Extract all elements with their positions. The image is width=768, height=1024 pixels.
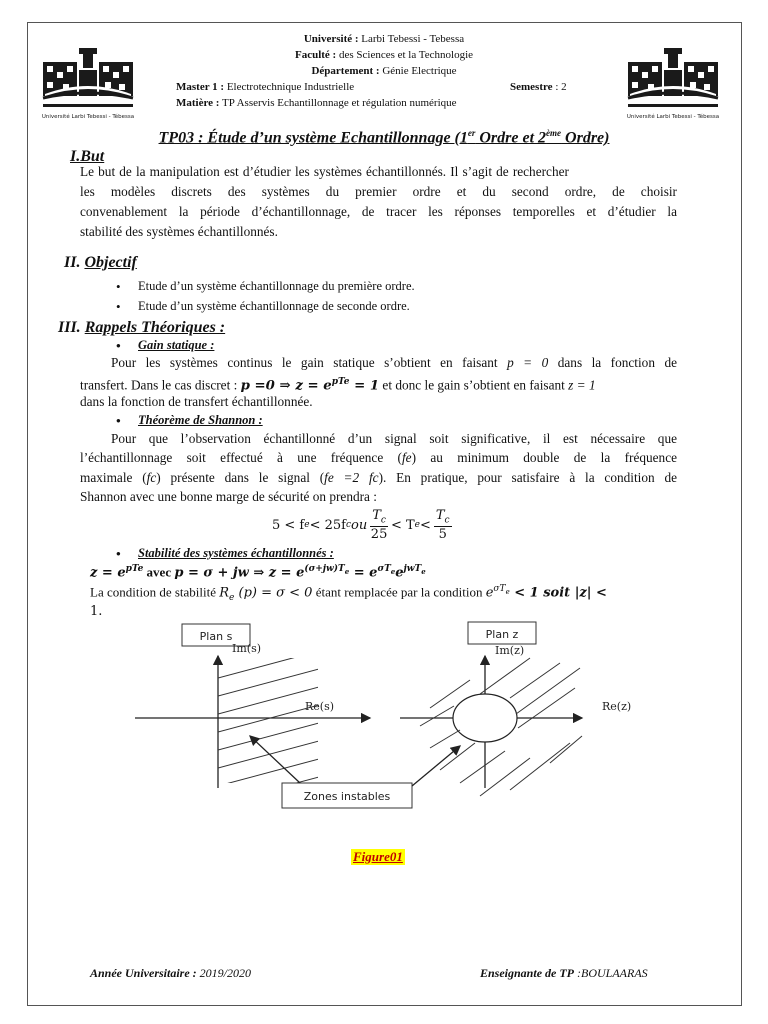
stabilite-condition-end: 1. [90,604,103,619]
figure-label: Figure01 [353,849,403,864]
re-s-label: Re(s) [305,700,335,713]
shannon-line-1: Pour que l’observation échantillonné d’un signal soit significative, il est nécessaire que [111,431,677,446]
section-but-heading: I.But [70,148,105,165]
zones-instables-label: Zones instables [303,790,391,803]
header-master: Master 1 : Electrotechnique Industrielle [176,81,355,93]
figure-stability-planes [130,618,670,823]
shannon-line-3: maximale (fc) présente dans le signal (fe =2 fc). En pratique, pour satisfaire à la condition de [80,470,677,485]
footer-enseignante: Enseignante de TP :BOULAARAS [480,966,648,980]
fraction-tc-5: $T_c$ 5 [435,508,450,542]
objectif-bullet-1: • Etude d’un système échantillonnage du première ordre. [138,279,415,294]
header-departement: Département : Génie Electrique [311,65,457,77]
unit-circle [453,694,517,742]
arrow-to-s-zone [250,736,300,783]
stabilite-equation: $z = e^{pTe}$ avec p = σ + jw ⇒ $z = e^{(\sigma+jw)T_e} = e^{\sigma T_e}e^{jwT_e}$ [90,564,426,581]
plan-s-label: Plan s [199,630,233,643]
page-title: TP03 : Étude d’un système Echantillonnage (1er Ordre et 2ème Ordre) [158,128,610,147]
shannon-title: • Théorème de Shannon : [138,413,263,428]
stabilite-title: • Stabilité des systèmes échantillonnés : [138,546,334,561]
stabilite-condition: La condition de stabilité $R_e$ (p) = σ < 0 étant remplacée par la condition $e^{\sigma T_e} < 1$ soit |z| < [90,584,607,603]
arrow-to-z-zone [412,746,460,786]
re-z-label: Re(z) [602,700,632,713]
header-faculte: Faculté : des Sciences et la Technologie [294,49,474,61]
but-line-3: convenablement la période d’échantillonnage, de tracer les réponses temporelles et d’étudier la [80,204,677,219]
header-universite: Université : Larbi Tebessi - Tebessa [303,33,465,45]
plan-z-label: Plan z [485,628,519,641]
gain-line-2: transfert. Dans le cas discret : p =0 ⇒ $z = e^{pTe} = 1$ et donc le gain s’obtient en faisant z = 1 [80,377,596,394]
gain-line-1: Pour les systèmes continus le gain statique s’obtient en faisant p = 0 dans la fonction de [111,355,677,370]
logo-caption-right: Université Larbi Tebessi - Tébessa [626,114,720,120]
header-matiere: Matière : TP Asservis Echantillonnage et régulation numérique [176,97,457,109]
section-rappels-heading: III. Rappels Théoriques : [58,319,226,336]
section-objectif-heading: II. Objectif [64,254,137,271]
header-semestre: Semestre : 2 [510,81,567,93]
im-s-label: Im(s) [232,642,262,655]
shannon-line-2: l’échantillonnage soit effectué à une fréquence (fe) au minimum double de la fréquence [80,450,677,465]
gain-statique-title: • Gain statique : [138,338,214,353]
gain-line-3: dans la fonction de transfert échantillonnée. [80,394,313,409]
but-line-2: les modèles discrets des systèmes du premier ordre et du second ordre, de choisir [80,184,677,199]
footer-annee: Année Universitaire : 2019/2020 [90,966,252,980]
objectif-bullet-2: • Etude d’un système échantillonnage de seconde ordre. [138,299,410,314]
logo-caption-left: Université Larbi Tebessi - Tébessa [41,114,135,120]
but-line-1: Le but de la manipulation est d’étudier les systèmes échantillonnés. Il s’agit de rechercher [80,164,569,179]
fraction-tc-25: $T_c$ 25 [370,508,388,542]
shannon-line-4: Shannon avec une bonne marge de sécurité on prendra : [80,489,377,504]
im-z-label: Im(z) [495,644,525,657]
s-unstable-hatch [218,648,330,804]
shannon-formula: 5 < f e < 25f c ou $T_c$ 25 < T e < $T_c$ 5 [272,508,450,542]
but-line-4: stabilité des systèmes échantillonnés. [80,224,278,239]
